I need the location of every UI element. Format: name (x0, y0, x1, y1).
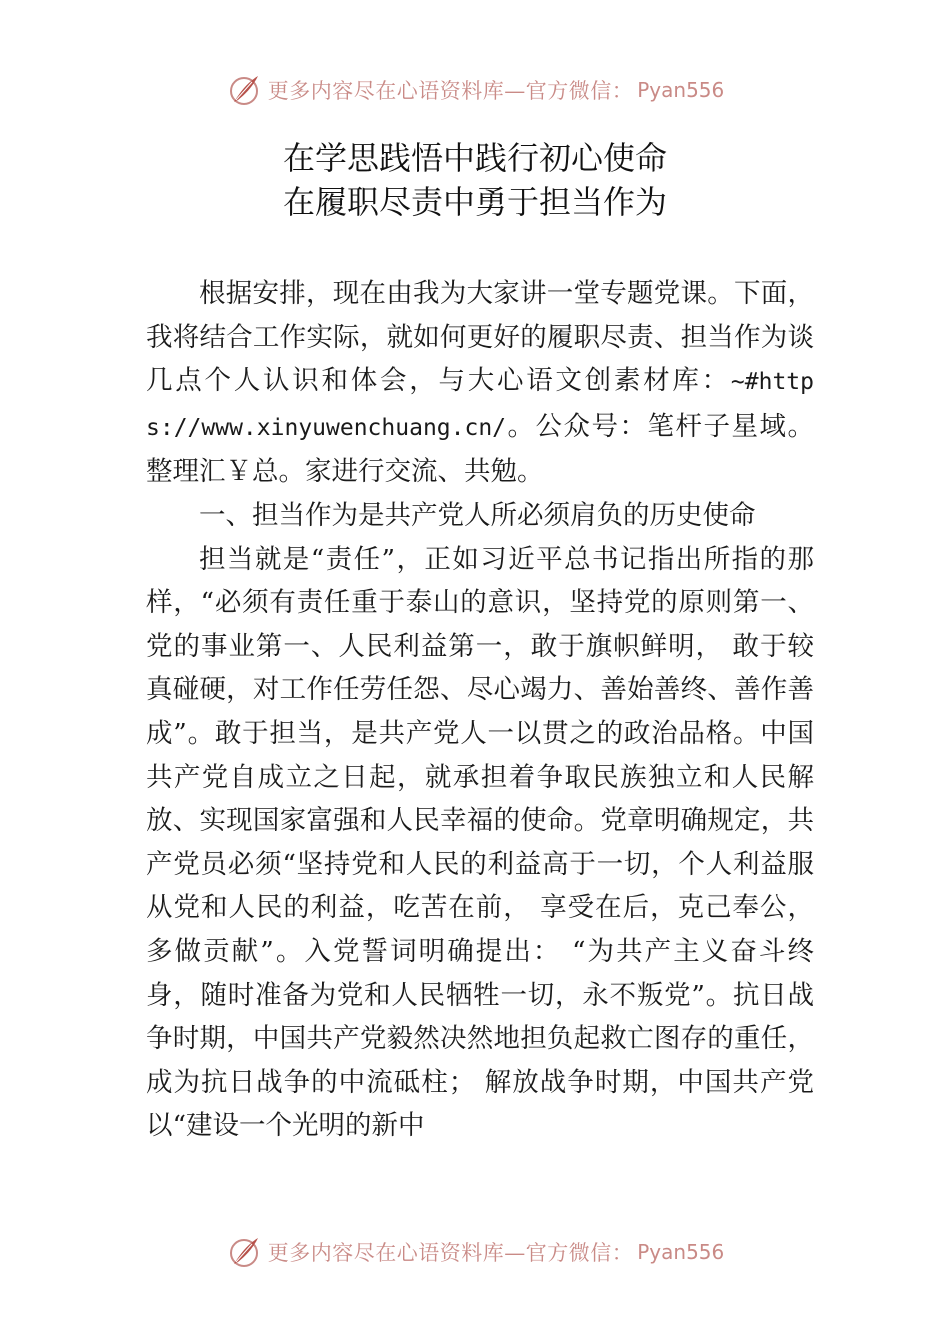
paragraph-intro (146, 272, 814, 494)
document-title-line-2: 在履职尽责中勇于担当作为 (282, 183, 667, 221)
document-body (146, 272, 814, 1148)
footer-watermark (0, 1232, 950, 1272)
feather-logo-icon (226, 1234, 262, 1270)
paragraph-section-1: 担当就是“责任”，正如习近平总书记指出所指的那样，“必须有责任重于泰山的意识，坚持党的原则第一、党的事业第一、人民利益第一，敢于旗帜鲜明， 敢于较真碰硬，对工作任劳任怨、尽心竭力、善始善终、善作善成”。敢于担当，是共产党人一以贯之的政治品格。中国共产党自成立之日起，就承担着争取民族独立和人民解放、实现国家富强和人民幸福的使命。党章明确规定，共产党员必须“坚持党和人民的利益高于一切，个人利益服从党和人民的利益，吃苦在前， 享受在后，克己奉公，多做贡献”。入党誓词明确提出： “为共产主义奋斗终身，随时准备为党和人民牺牲一切，永不叛党”。抗日战争时期，中国共产党毅然决然地担负起救亡图存的重任，成为抗日战争的中流砥柱； 解放战争时期，中国共产党以“建设一个光明的新中 (146, 543, 814, 1142)
document-title-line-1: 在学思践悟中践行初心使命 (282, 139, 667, 177)
feather-logo-icon (226, 72, 262, 108)
watermark-text: 更多内容尽在心语资料库—官方微信： (267, 79, 634, 103)
watermark-text: 更多内容尽在心语资料库—官方微信： (267, 1241, 634, 1265)
header-watermark (0, 70, 950, 110)
section-heading-1: 一、担当作为是共产党人所必须肩负的历史使命 (199, 499, 756, 531)
paragraph-intro-text-b: 。公众号：笔杆子星域。整理汇￥总。家进行交流、共勉。 (146, 410, 814, 488)
watermark-handle: Pyan556 (637, 78, 725, 102)
watermark-handle: Pyan556 (637, 1240, 725, 1264)
paragraph-intro-text-a: 根据安排，现在由我为大家讲一堂专题党课。下面，我将结合工作实际，就如何更好的履职尽责、担当作为谈几点个人认识和体会，与大心语文创素材库： (146, 278, 814, 397)
paragraph-intro-url: ~#https://www.xinyuwenchuang.cn/ (146, 369, 814, 441)
